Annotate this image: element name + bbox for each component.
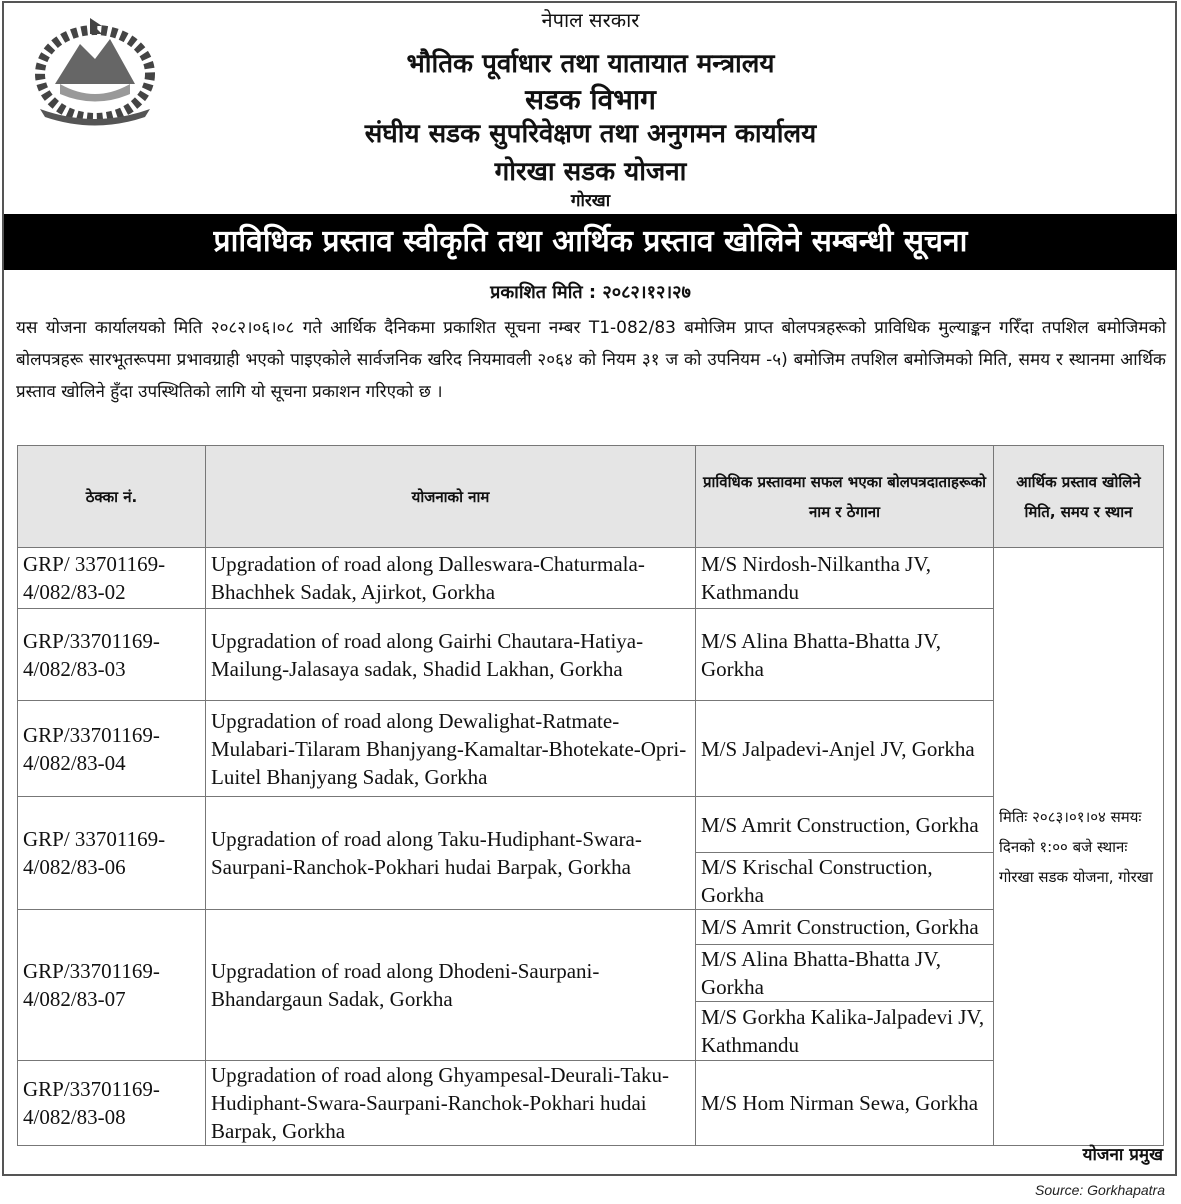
project-name: Upgradation of road along Taku-Hudiphant-Swara-Saurpani-Ranchok-Pokhari hudai Barpak, Gorkha [206, 797, 696, 910]
bidder-name: M/S Alina Bhatta-Bhatta JV, Gorkha [696, 609, 994, 701]
source-credit: Source: Gorkhapatra [1035, 1182, 1165, 1198]
header-bidders: प्राविधिक प्रस्तावमा सफल भएका बोलपत्रदाताहरूको नाम र ठेगाना [696, 446, 994, 548]
header-department: सडक विभाग [525, 83, 656, 116]
bidder-name: M/S Krischal Construction, Gorkha [696, 853, 994, 910]
table-row [18, 548, 1164, 609]
table-header-row [18, 446, 1164, 548]
header-opening-info: आर्थिक प्रस्ताव खोलिने मिति, समय र स्थान [994, 446, 1164, 548]
table-row [18, 910, 1164, 945]
table-row [18, 1061, 1164, 1146]
project-name: Upgradation of road along Dalleswara-Chaturmala-Bhachhek Sadak, Ajirkot, Gorkha [206, 548, 696, 609]
contract-number: GRP/33701169-4/082/83-03 [18, 609, 206, 701]
table-row [18, 609, 1164, 701]
bidder-name: M/S Nirdosh-Nilkantha JV, Kathmandu [696, 548, 994, 609]
header-project-name: योजनाको नाम [206, 446, 696, 548]
header-government: नेपाल सरकार [541, 8, 640, 32]
header-location: गोरखा [570, 191, 611, 211]
contract-number: GRP/ 33701169-4/082/83-02 [18, 548, 206, 609]
bid-table [17, 445, 1164, 1146]
bidder-name: M/S Hom Nirman Sewa, Gorkha [696, 1061, 994, 1146]
header-office: संघीय सडक सुपरिवेक्षण तथा अनुगमन कार्यालय [364, 119, 817, 149]
notice-title-banner: प्राविधिक प्रस्ताव स्वीकृति तथा आर्थिक प्रस्ताव खोलिने सम्बन्धी सूचना [4, 214, 1177, 270]
project-name: Upgradation of road along Dhodeni-Saurpani-Bhandargaun Sadak, Gorkha [206, 910, 696, 1061]
published-date: प्रकाशित मिति : २०८२।१२।२७ [490, 282, 691, 303]
table-row [18, 797, 1164, 853]
header-ministry: भौतिक पूर्वाधार तथा यातायात मन्त्रालय [406, 49, 775, 79]
notice-body: यस योजना कार्यालयको मिति २०८२।०६।०८ गते आर्थिक दैनिकमा प्रकाशित सूचना नम्बर T1-082/83 बमोजिम प्राप्त बोलपत्रहरूको प्राविधिक मुल्याङ्कन गरिँदा तपशिल बमोजिमको बोलपत्रहरू सारभूतरूपमा प्रभावग्राही भएको पाइएकोले सार्वजनिक खरिद नियमावली २०६४ को नियम ३१ ज को उपनियम -५) बमोजिम तपशिल बमोजिमको मिति, समय र स्थानमा आर्थिक प्रस्ताव खोलिने हुँदा उपस्थितिको लागि यो सूचना प्रकाशन गरिएको छ । [16, 318, 1166, 402]
bidder-name: M/S Amrit Construction, Gorkha [696, 797, 994, 853]
table-row [18, 701, 1164, 797]
bidder-name: M/S Amrit Construction, Gorkha [696, 910, 994, 945]
bidder-name: M/S Jalpadevi-Anjel JV, Gorkha [696, 701, 994, 797]
contract-number: GRP/ 33701169-4/082/83-06 [18, 797, 206, 910]
bidder-name: M/S Gorkha Kalika-Jalpadevi JV, Kathmandu [696, 1002, 994, 1061]
contract-number: GRP/33701169-4/082/83-08 [18, 1061, 206, 1146]
header-project: गोरखा सडक योजना [494, 157, 687, 187]
header-contract-no: ठेक्का नं. [18, 446, 206, 548]
bidder-name: M/S Alina Bhatta-Bhatta JV, Gorkha [696, 945, 994, 1002]
project-name: Upgradation of road along Dewalighat-Ratmate-Mulabari-Tilaram Bhanjyang-Kamaltar-Bhotekate-Opri-Luitel Bhanjyang Sadak, Gorkha [206, 701, 696, 797]
contract-number: GRP/33701169-4/082/83-04 [18, 701, 206, 797]
signature-title: योजना प्रमुख [1082, 1145, 1163, 1165]
project-name: Upgradation of road along Ghyampesal-Deurali-Taku-Hudiphant-Swara-Saurpani-Ranchok-Pokhari hudai Barpak, Gorkha [206, 1061, 696, 1146]
project-name: Upgradation of road along Gairhi Chautara-Hatiya-Mailung-Jalasaya sadak, Shadid Lakhan, Gorkha [206, 609, 696, 701]
opening-date-time-place: मितिः २०८३।०१।०४ समयः दिनको १:०० बजे स्थानः गोरखा सडक योजना, गोरखा [994, 548, 1164, 1146]
contract-number: GRP/33701169-4/082/83-07 [18, 910, 206, 1061]
